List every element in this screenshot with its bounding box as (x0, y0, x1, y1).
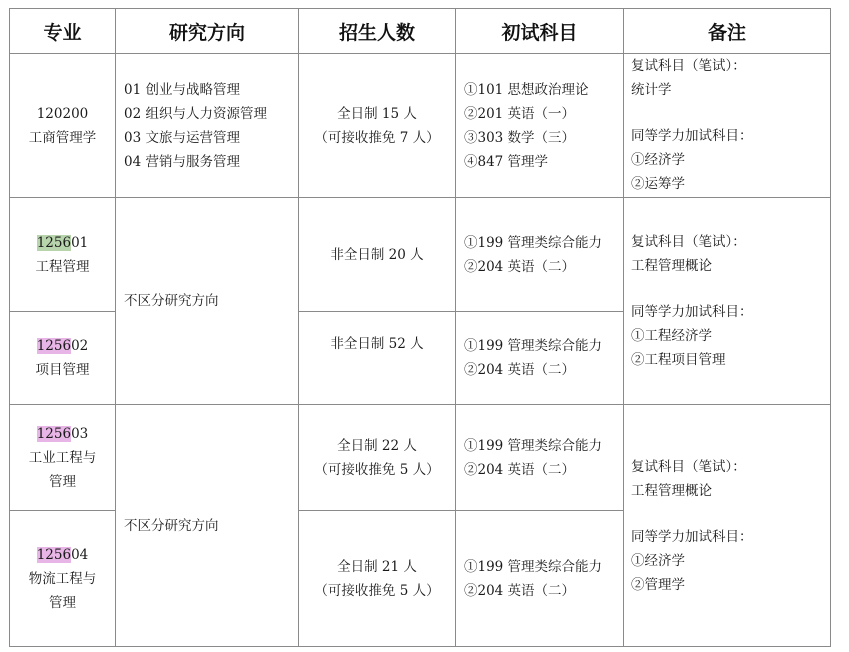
subject-item: ①199 管理类综合能力 (464, 338, 603, 354)
major-cell (10, 405, 116, 511)
major-name: 管理 (49, 473, 76, 490)
enrollment-exempt: （可接收推免 5 人） (314, 461, 440, 478)
header-enrollment: 招生人数 (299, 9, 456, 54)
major-name: 工程管理 (35, 258, 90, 275)
direction-cell (116, 198, 299, 405)
subject-item: ①199 管理类综合能力 (464, 558, 603, 575)
extra-label: 同等学力加试科目： (631, 528, 753, 545)
major-cell (10, 312, 116, 405)
enrollment-cell (299, 54, 456, 198)
table-row (10, 405, 831, 511)
code-highlight: 1256 (36, 425, 72, 442)
enrollment-cell (299, 511, 456, 647)
direction-item: 04 营销与服务管理 (124, 153, 240, 170)
subject-item: ②204 英语（二） (464, 582, 576, 599)
notes-cell (624, 198, 831, 405)
enrollment-exempt: （可接收推免 7 人） (314, 129, 440, 146)
subject-item: ①199 管理类综合能力 (464, 234, 603, 251)
major-name: 工商管理学 (28, 129, 97, 146)
major-cell (10, 511, 116, 647)
extra-subject: ①工程经济学 (631, 328, 712, 344)
code-highlight: 1256 (36, 234, 72, 251)
header-major: 专业 (10, 9, 116, 54)
code-suffix: 03 (71, 425, 89, 442)
enrollment-count: 全日制 22 人 (337, 437, 417, 454)
subject-item: ①199 管理类综合能力 (464, 437, 603, 454)
direction-cell (116, 54, 299, 198)
extra-subject: ②管理学 (631, 576, 685, 593)
subject-item: ②204 英语（二） (464, 461, 576, 478)
direction-cell (116, 405, 299, 647)
extra-label: 同等学力加试科目： (631, 304, 753, 320)
retest-label: 复试科目（笔试）： (631, 58, 746, 74)
major-cell (10, 54, 116, 198)
enrollment-count: 非全日制 52 人 (330, 336, 424, 352)
retest-subject: 工程管理概论 (631, 482, 712, 499)
subject-item: ③303 数学（三） (464, 129, 576, 146)
code-suffix: 01 (71, 234, 89, 251)
extra-subject: ②运筹学 (631, 176, 685, 192)
subjects-cell (456, 54, 624, 198)
extra-label: 同等学力加试科目： (631, 128, 753, 144)
enrollment-count: 全日制 15 人 (337, 105, 417, 122)
direction-item: 03 文旅与运营管理 (124, 129, 240, 146)
direction-item: 01 创业与战略管理 (124, 81, 240, 98)
header-notes: 备注 (624, 9, 831, 54)
enrollment-cell (299, 312, 456, 405)
enrollment-exempt: （可接收推免 5 人） (314, 582, 440, 599)
table-row (10, 54, 831, 198)
retest-label: 复试科目（笔试）： (631, 458, 746, 475)
notes-cell (624, 405, 831, 647)
major-code: 120200 (36, 105, 89, 122)
extra-subject: ①经济学 (631, 152, 685, 168)
enrollment-cell (299, 405, 456, 511)
direction-item: 02 组织与人力资源管理 (124, 105, 267, 122)
retest-subject: 统计学 (631, 82, 672, 98)
header-exam-subjects: 初试科目 (456, 9, 624, 54)
direction-item: 不区分研究方向 (124, 293, 219, 309)
major-cell (10, 198, 116, 312)
subject-item: ①101 思想政治理论 (464, 81, 589, 98)
major-name: 管理 (49, 594, 76, 611)
direction-item: 不区分研究方向 (124, 517, 219, 534)
code-suffix: 02 (71, 338, 89, 354)
major-code (10, 422, 115, 446)
table-row (10, 198, 831, 312)
code-suffix: 04 (71, 546, 89, 563)
code-highlight: 1256 (36, 546, 72, 563)
code-highlight: 1256 (36, 338, 72, 354)
subject-item: ②204 英语（二） (464, 362, 576, 378)
subject-item: ②201 英语（一） (464, 105, 576, 122)
notes-cell (624, 54, 831, 198)
major-name: 物流工程与 (28, 570, 97, 587)
subject-item: ④847 管理学 (464, 153, 549, 170)
extra-subject: ①经济学 (631, 552, 685, 569)
enrollment-count: 非全日制 20 人 (330, 246, 424, 263)
retest-label: 复试科目（笔试）： (631, 234, 746, 250)
admission-table (9, 8, 831, 647)
header-direction: 研究方向 (116, 9, 299, 54)
subjects-cell (456, 198, 624, 312)
major-name: 工业工程与 (28, 449, 97, 466)
major-name: 项目管理 (35, 362, 90, 378)
retest-subject: 工程管理概论 (631, 258, 712, 274)
major-code (10, 231, 115, 255)
major-code (10, 543, 115, 567)
enrollment-cell (299, 198, 456, 312)
subjects-cell (456, 405, 624, 511)
subjects-cell (456, 312, 624, 405)
extra-subject: ②工程项目管理 (631, 352, 726, 368)
header-row (10, 9, 831, 54)
major-code (10, 334, 115, 358)
enrollment-count: 全日制 21 人 (337, 558, 417, 575)
subject-item: ②204 英语（二） (464, 258, 576, 275)
subjects-cell (456, 511, 624, 647)
